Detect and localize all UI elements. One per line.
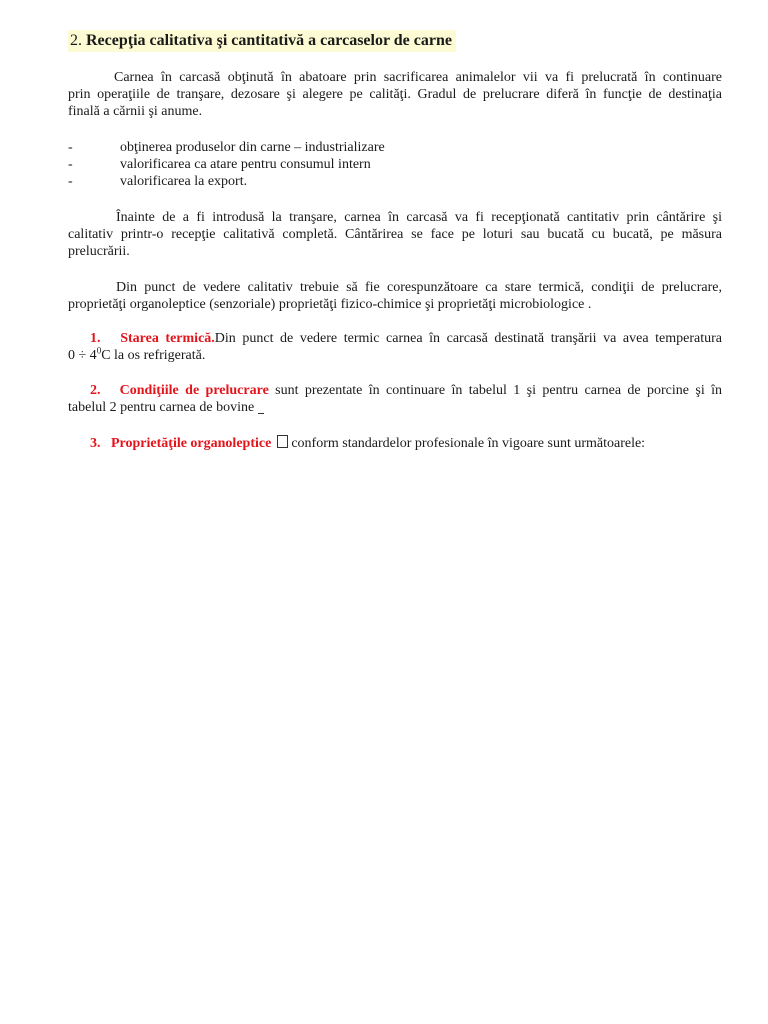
quality-paragraph	[68, 279, 722, 313]
item-number: 2.	[90, 383, 101, 398]
item-number: 1.	[90, 331, 101, 346]
item-thermal-state	[68, 330, 722, 364]
section-title-text: Recepţia calitativa şi cantitativă a carcaselor de carne	[86, 32, 452, 49]
section-number: 2.	[70, 32, 82, 49]
intro-line-3: finală a cărnii şi anume.	[68, 104, 203, 119]
weighing-line-3: prelucrării.	[68, 244, 130, 259]
bullet-dash: -	[68, 157, 73, 172]
quality-line-2: proprietăţi organoleptice (senzoriale) proprietăţi fizico-chimice şi proprietăţi microbiologice .	[68, 297, 592, 312]
bullet-text: obţinerea produselor din carne – industrializare	[120, 140, 385, 155]
item-text: sunt prezentate în continuare în tabelul 1 şi pentru carnea de porcine şi în	[268, 383, 722, 398]
bullet-item	[68, 156, 371, 173]
bullet-text: valorificarea ca atare pentru consumul intern	[120, 157, 371, 172]
temperature-unit-text: C la os refrigerată.	[101, 348, 206, 363]
bullet-dash: -	[68, 140, 73, 155]
item-label: Proprietăţile organoleptice	[111, 436, 272, 451]
item-thermal-line-2	[68, 347, 722, 364]
item-thermal-line-1	[68, 330, 722, 347]
temperature-range: 0 ÷ 4	[68, 348, 97, 363]
bullet-item	[68, 173, 247, 190]
missing-glyph-box-icon	[277, 435, 288, 448]
intro-line-1: Carnea în carcasă obţinută în abatoare prin sacrificarea animalelor vii va fi prelucrată în continuare	[114, 70, 722, 85]
section-title	[68, 30, 456, 52]
underline-mark	[258, 413, 264, 414]
item-number: 3.	[90, 436, 101, 451]
bullet-text: valorificarea la export.	[120, 174, 248, 189]
weighing-line-1: Înainte de a fi introdusă la tranşare, carnea în carcasă va fi recepţionată cantitativ prin cântărire şi	[116, 210, 722, 225]
item-processing-conditions	[68, 382, 722, 416]
item-processing-line-2	[68, 399, 722, 416]
item-label: Starea termică.	[120, 331, 215, 346]
degree-superscript: 0	[96, 345, 102, 356]
item-organoleptic	[90, 435, 645, 452]
item-label: Condiţiile de prelucrare	[119, 383, 269, 398]
item-text: conform standardelor profesionale în vigoare sunt următoarele:	[291, 436, 646, 451]
intro-paragraph	[68, 69, 722, 120]
bullet-dash: -	[68, 174, 73, 189]
item-text-2: tabelul 2 pentru carnea de bovine	[68, 400, 255, 415]
item-processing-line-1	[68, 382, 722, 399]
weighing-line-2: calitativ printr-o recepţie calitativă completă. Cântărirea se face pe loturi sau bucată cu bucată, pe măsura	[68, 227, 722, 242]
bullet-item	[68, 139, 385, 156]
intro-line-2: prin operaţiile de tranşare, dezosare şi alegere pe calităţi. Gradul de prelucrare diferă în funcţie de destinaţia	[68, 87, 722, 102]
weighing-paragraph	[68, 209, 722, 260]
item-text: Din punct de vedere termic carnea în carcasă destinată tranşării va avea temperatura	[214, 331, 722, 346]
quality-line-1: Din punct de vedere calitativ trebuie să fie corespunzătoare ca stare termică, condiţii de prelucrare,	[116, 280, 722, 295]
